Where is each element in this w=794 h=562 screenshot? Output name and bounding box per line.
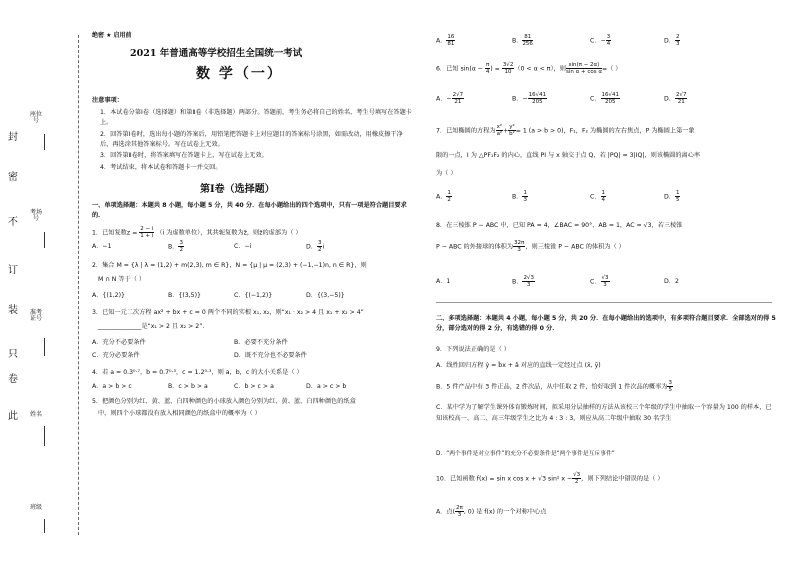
seal-char: 只 bbox=[8, 349, 18, 360]
seal-char: 此 bbox=[8, 411, 18, 422]
seal-char: 装 bbox=[8, 305, 18, 316]
q8-option-a: A．1 bbox=[436, 278, 451, 285]
section1-instructions: 一、单项选择题：本题共 8 小题，每小题 5 分，共 40 分．在每小题给出的四个选项中，只有一项是符合题目要求的． bbox=[92, 202, 407, 219]
notice-item: 4．考试结束，将本试卷和答题卡一并交回。 bbox=[100, 164, 222, 171]
q9-option-a: A．线性回归方程 ŷ = b̂x + â 对应的直线一定经过点 (x̄, ȳ) bbox=[436, 362, 601, 369]
question-9: 9．下列说法正确的是（ ） bbox=[436, 346, 510, 353]
section2-instructions: 二、多项选择题：本题共 4 小题，每小题 5 分，共 20 分．在每小题给出的选项中，有多项符合题目要求．全部选对的得 5 分，部分选对的得 2 分，有选错的得 0 分． bbox=[436, 315, 776, 332]
q4-option-d: D．a > c > b bbox=[306, 383, 347, 390]
question-5-cont: 中，则四个小球都没有放入相同颜色的纸盒中的概率为（ ） bbox=[98, 410, 261, 417]
field-label: 座位号 bbox=[30, 111, 43, 124]
q6-option-c: C． $\frac{16√41}{205}$ bbox=[590, 92, 620, 105]
question-10: 10．已知函数 f(x) = sin x cos x + √3 sin² x − $\frac{√3}{2}$ ，则下列结论中错误的是（ ） bbox=[436, 472, 664, 485]
q2-option-a: A．{(1,2)} bbox=[92, 292, 125, 299]
binding-dashed-line bbox=[78, 35, 79, 535]
q6-option-d: D． $\frac{2√7}{21}$ bbox=[664, 92, 687, 105]
question-8-cont: P − ABC 的外接球的体积为 $\frac{32\pi}{3}$ ，则三棱锥 P − ABC 的体积为（ ） bbox=[436, 240, 625, 253]
question-7: 7．已知椭圆的方程为 $\frac{\text{x²}}{\text{a²}}$ + $\frac{\text{y²}}{\text{b²}}$ = 1 (a > b > 0)，F₁，F₂ 为椭圆的左右焦点，P 为椭圆上第一象 bbox=[436, 124, 695, 137]
q2-option-b: B．{(3,5)} bbox=[168, 292, 201, 299]
q4-option-a: A．a > b > c bbox=[92, 383, 132, 390]
q2-option-c: C．{(−1,2)} bbox=[234, 292, 273, 299]
q6-option-b: B．− $\frac{16√41}{205}$ bbox=[512, 92, 547, 105]
question-8: 8．在三棱锥 P − ABC 中，已知 PA = 4，∠BAC = 90°，AB = 1，AC = √3，若三棱锥 bbox=[436, 222, 683, 229]
q2-option-d: D．{(3,−5)} bbox=[306, 292, 345, 299]
q4-option-c: C．b > c > a bbox=[234, 383, 274, 390]
notice-item: 3．回答第Ⅱ卷时，将答案填写在答题卡上，写在试卷上无效。 bbox=[100, 152, 268, 159]
q9-option-c: C．某中学为了解学生课外体育锻炼时间，拟采用分层抽样的方法从该校三个年级的学生中抽取一个容量为 100 的样本，已知该校高一、高二、高三年级学生之比为 4 : 3 : 3，则应从高二年级中抽取 30 名学生 bbox=[436, 404, 772, 422]
field-exam-room[interactable] bbox=[30, 210, 56, 250]
fraction: $\frac{2 - i}{1 + i}$ bbox=[140, 226, 154, 239]
question-1: 1．已知复数z = $\frac{2 - i}{1 + i}$ （i 为虚数单位），其共轭复数为z̄，则z̄的虚部为（ ） bbox=[92, 226, 302, 239]
q7-option-d: D． $\frac{1}{5}$ bbox=[664, 190, 680, 203]
q9-option-d: D．“两个事件是对立事件”的充分不必要条件是“两个事件是互斥事件” bbox=[436, 451, 615, 457]
exam-title: 2021 年普通高等学校招生全国统一考试 bbox=[130, 48, 303, 59]
q6-option-a: A．− $\frac{2√7}{21}$ bbox=[436, 92, 464, 105]
question-3-cont: ______________是“x₁ > 2 且 x₂ > 2”. bbox=[98, 323, 205, 330]
binding-strip bbox=[0, 0, 78, 562]
seal-char: 密 bbox=[8, 172, 18, 183]
q8-option-b: B． $\frac{2√3}{3}$ bbox=[512, 275, 534, 288]
q3-option-b: B．必要不充分条件 bbox=[234, 339, 288, 346]
subject-title: 数 学（一） bbox=[196, 66, 283, 82]
question-7-cont: 限的一点，I 为 △PF₁F₂ 的内心，直线 PI 与 x 轴交于点 Q，若 |PQ| = 3|IQ|，则该椭圆的离心率 bbox=[436, 152, 701, 159]
notice-item: 1．本试卷分第Ⅰ卷（选择题）和第Ⅱ卷（非选择题）两部分。答题前，考生务必将自己的姓名、考生号填写在答题卡上。 bbox=[100, 109, 412, 126]
secret-mark: 绝密 ★ 启用前 bbox=[92, 32, 132, 39]
field-admission-ticket[interactable] bbox=[30, 310, 56, 358]
question-2-cont: M ∩ N 等于（ ） bbox=[98, 276, 146, 283]
left-column bbox=[84, 0, 420, 562]
q3-option-d: D．既不充分也不必要条件 bbox=[234, 352, 307, 359]
q9-option-b: B．5 件产品中有 3 件正品，2 件次品，从中任取 2 件，恰好取到 1 件次品的概率为 $\frac{3}{5}$ bbox=[436, 380, 672, 393]
q7-option-b: B． $\frac{1}{3}$ bbox=[512, 190, 527, 203]
field-label: 班级 bbox=[30, 504, 43, 511]
notice-heading: 注意事项： bbox=[92, 97, 123, 104]
field-class[interactable] bbox=[30, 505, 56, 535]
q7-option-a: A． $\frac{1}{2}$ bbox=[436, 190, 451, 203]
field-label: 姓名 bbox=[30, 411, 43, 418]
q5-option-a: A． $\frac{16}{81}$ bbox=[436, 34, 455, 47]
q1-option-a: A．−1 bbox=[92, 243, 112, 250]
question-2: 2．集合 M = {λ | λ = (1,2) + m(2,3), m ∈ R}，N = {μ | μ = (2,3) + (−1,−1)n, n ∈ R}，则 bbox=[92, 262, 367, 269]
question-3: 3．已知一元二次方程 ax² + bx + c = 0 两个不同的实根 x₁, x₂，则“x₁ · x₂ > 4 且 x₁ + x₂ > 4” bbox=[92, 309, 364, 316]
q4-option-b: B．c > b > a bbox=[168, 383, 208, 390]
field-label: 考场号 bbox=[30, 209, 43, 222]
notice-item: 2．回答第Ⅰ卷时，选出每小题的答案后，用铅笔把答题卡上对应题目的答案标号涂黑，如需改动，用橡皮擦干净后，再选涂其他答案标号。写在试卷上无效。 bbox=[100, 131, 403, 148]
q8-option-c: C． $\frac{√3}{3}$ bbox=[590, 275, 609, 288]
q8-option-d: D．2 bbox=[664, 278, 679, 285]
seal-char: 封 bbox=[8, 132, 18, 143]
question-7-cont2: 为（ ） bbox=[436, 170, 457, 177]
q7-option-c: C． $\frac{1}{4}$ bbox=[590, 190, 606, 203]
field-label: 准考证号 bbox=[30, 309, 43, 322]
question-4: 4．若 a = 0.3⁰·⁷，b = 0.7⁰·³，c = 1.2⁰·³，则 a，b，c 的大小关系是（ ） bbox=[92, 369, 303, 376]
q10-option-a: A．点( $\frac{2\pi}{3}$ , 0) 是 f(x) 的一个对称中心点 bbox=[436, 505, 547, 518]
question-6: 6．已知 sin(α − $\frac{\pi}{4}$ ) = $\frac{3√2}{10}$ （0 < α < π），则 $\frac{\sin(\pi - 2\alpha)}{\text{sin α + cos α}}$ =（ ） bbox=[436, 62, 622, 75]
q5-option-d: D． $\frac{2}{3}$ bbox=[664, 34, 680, 47]
field-seat-number[interactable] bbox=[30, 112, 56, 152]
q1-option-c: C．−i bbox=[234, 243, 252, 250]
seal-char: 订 bbox=[8, 265, 18, 276]
seal-char: 不 bbox=[8, 217, 18, 228]
section1-title: 第Ⅰ卷（选择题） bbox=[200, 184, 275, 195]
field-name[interactable] bbox=[30, 412, 56, 448]
section-divider bbox=[436, 302, 772, 303]
q5-option-b: B． $\frac{81}{256}$ bbox=[512, 34, 533, 47]
q5-option-c: C．− $\frac{3}{4}$ bbox=[590, 34, 611, 47]
q3-option-c: C．充分必要条件 bbox=[92, 352, 140, 359]
right-column bbox=[428, 0, 782, 562]
q1-option-b: B． $\frac{3}{2}$ bbox=[168, 240, 183, 253]
q3-option-a: A．充分不必要条件 bbox=[92, 339, 146, 346]
question-5: 5．把颜色分别为红、黄、蓝、白四种颜色的小球放入颜色分别为红、黄、蓝、白四种颜色的纸盒 bbox=[92, 398, 356, 405]
seal-char: 卷 bbox=[8, 374, 18, 385]
q1-option-d: D． $\frac{3}{2}$ i bbox=[306, 240, 325, 253]
